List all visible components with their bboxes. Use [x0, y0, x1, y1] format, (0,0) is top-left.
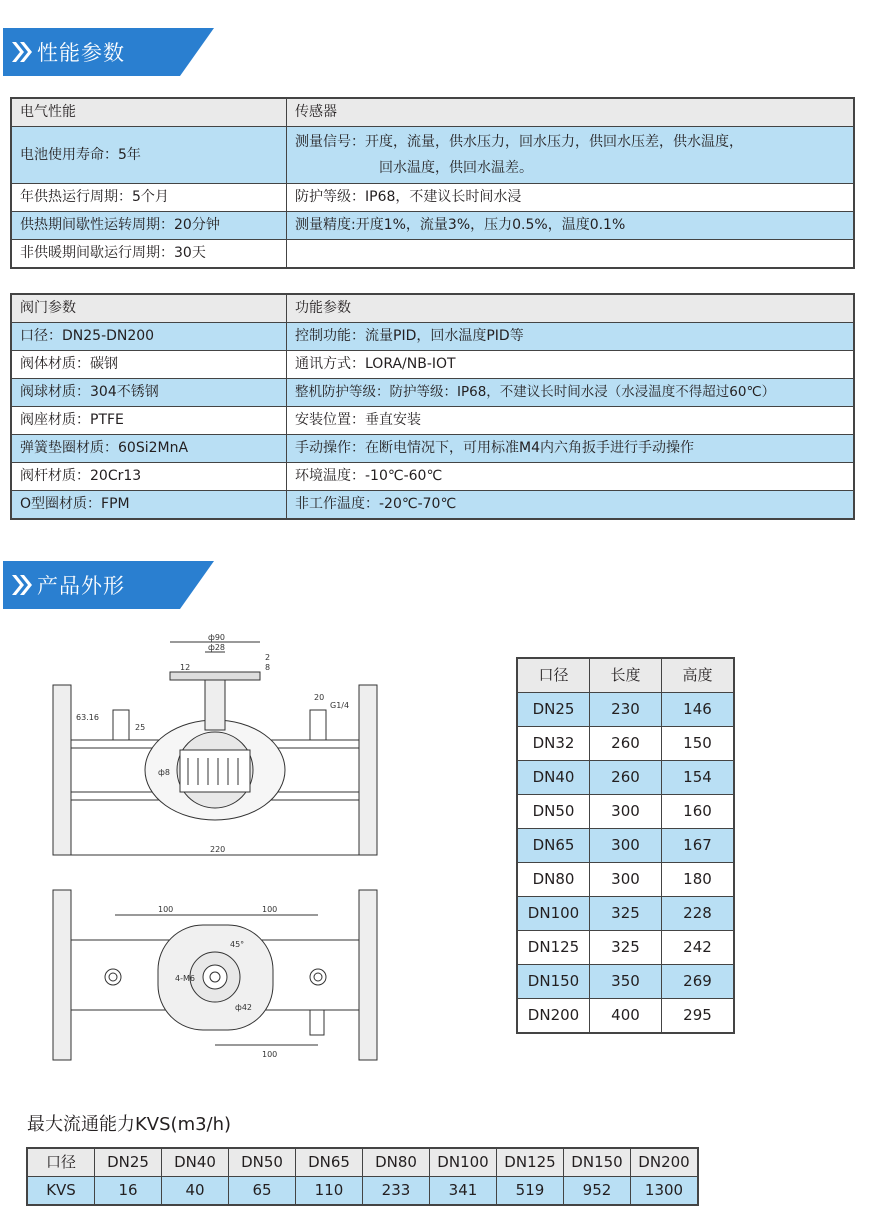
table-cell: 325 [590, 931, 662, 965]
header-cell: DN80 [363, 1148, 430, 1177]
table-cell: DN125 [517, 931, 590, 965]
table-cell: DN150 [517, 965, 590, 999]
drawing-label: 100 [262, 1050, 278, 1059]
table-cell: 269 [662, 965, 735, 999]
table-cell: 350 [590, 965, 662, 999]
table-cell: 阀球材质：304不锈钢 [11, 379, 287, 407]
kvs-table [26, 1147, 699, 1206]
table-cell: 167 [662, 829, 735, 863]
table-cell: 安装位置：垂直安装 [287, 407, 855, 435]
table-cell: 180 [662, 863, 735, 897]
table-cell-line: 测量信号：开度，流量，供水压力，回水压力，供回水压差，供水温度， [295, 134, 743, 150]
table-cell: 65 [229, 1177, 296, 1206]
table-cell: 160 [662, 795, 735, 829]
header-cell: DN100 [430, 1148, 497, 1177]
table-cell: DN25 [517, 693, 590, 727]
header-cell: 口径 [517, 658, 590, 693]
table-cell: 年供热运行周期：5个月 [11, 184, 287, 212]
table-cell: 通讯方式：LORA/NB-IOT [287, 351, 855, 379]
table-cell [287, 127, 855, 184]
valve-top-drawing [40, 885, 390, 1070]
table-cell: 300 [590, 829, 662, 863]
table-cell: 控制功能：流量PID，回水温度PID等 [287, 323, 855, 351]
drawing-label: G1/4 [330, 701, 350, 710]
table-row [11, 463, 854, 491]
header-cell: 电气性能 [11, 98, 287, 127]
table-cell: 供热期间歇性运转周期：20分钟 [11, 212, 287, 240]
valve-section-drawing [40, 630, 390, 865]
drawing-label: 220 [210, 845, 226, 854]
header-cell: DN65 [296, 1148, 363, 1177]
drawing-label: ф42 [235, 1003, 253, 1012]
table-header-row [11, 294, 854, 323]
table-row [11, 435, 854, 463]
drawing-label: 8 [265, 663, 271, 672]
table-cell: 150 [662, 727, 735, 761]
table-row [517, 897, 734, 931]
table-cell: 300 [590, 795, 662, 829]
table-row [517, 761, 734, 795]
electrical-table [10, 97, 855, 269]
header-cell: 传感器 [287, 98, 855, 127]
table-row [517, 863, 734, 897]
table-cell: 325 [590, 897, 662, 931]
table-row [11, 184, 854, 212]
drawing-label: 45° [230, 940, 245, 949]
table-cell: 弹簧垫圈材质：60Si2MnA [11, 435, 287, 463]
drawing-label: 12 [180, 663, 191, 672]
header-cell: DN200 [631, 1148, 699, 1177]
header-cell: DN25 [95, 1148, 162, 1177]
header-cell: DN150 [564, 1148, 631, 1177]
table-row [517, 693, 734, 727]
table-cell: 防护等级：IP68，不建议长时间水浸 [287, 184, 855, 212]
table-row [11, 240, 854, 269]
header-cell: 阀门参数 [11, 294, 287, 323]
table-cell: DN200 [517, 999, 590, 1034]
table-row [11, 407, 854, 435]
table-cell: 400 [590, 999, 662, 1034]
table-header-row [517, 658, 734, 693]
drawing-label: ф90 [208, 633, 226, 642]
section-title: 产品外形 [37, 574, 125, 598]
table-row [517, 829, 734, 863]
table-cell: 手动操作：在断电情况下，可用标准M4内六角扳手进行手动操作 [287, 435, 855, 463]
dimensions-table [516, 657, 735, 1034]
table-row [11, 323, 854, 351]
table-cell: 952 [564, 1177, 631, 1206]
section-banner-performance [3, 28, 214, 76]
header-cell: 功能参数 [287, 294, 855, 323]
kvs-title: 最大流通能力KVS(m3/h) [27, 1114, 232, 1135]
header-cell: DN125 [497, 1148, 564, 1177]
table-cell: 154 [662, 761, 735, 795]
table-cell: 阀座材质：PTFE [11, 407, 287, 435]
table-row [517, 795, 734, 829]
table-cell: 整机防护等级：防护等级：IP68，不建议长时间水浸（水浸温度不得超过60℃） [287, 379, 855, 407]
header-cell: DN40 [162, 1148, 229, 1177]
table-cell: 非工作温度：-20℃-70℃ [287, 491, 855, 520]
drawing-label: 20 [314, 693, 325, 702]
table-cell: 阀体材质：碳钢 [11, 351, 287, 379]
table-cell: DN65 [517, 829, 590, 863]
table-cell: KVS [27, 1177, 95, 1206]
header-cell: 长度 [590, 658, 662, 693]
drawing-label: 100 [262, 905, 278, 914]
table-cell: DN50 [517, 795, 590, 829]
table-row [11, 212, 854, 240]
drawing-label: 100 [158, 905, 174, 914]
table-row [11, 127, 854, 184]
table-cell: 16 [95, 1177, 162, 1206]
table-cell: 228 [662, 897, 735, 931]
table-cell: DN40 [517, 761, 590, 795]
table-cell [287, 240, 855, 269]
table-row [11, 491, 854, 520]
table-cell: 260 [590, 727, 662, 761]
table-row [517, 931, 734, 965]
drawing-label: 2 [265, 653, 271, 662]
table-row [11, 351, 854, 379]
drawing-label: ф28 [208, 643, 226, 652]
table-row [517, 965, 734, 999]
table-row [27, 1177, 698, 1206]
table-row [11, 379, 854, 407]
table-cell: 口径：DN25-DN200 [11, 323, 287, 351]
table-cell: 233 [363, 1177, 430, 1206]
valve-table [10, 293, 855, 520]
table-cell-line: 回水温度，供回水温差。 [379, 160, 533, 176]
table-cell: O型圈材质：FPM [11, 491, 287, 520]
table-row [517, 999, 734, 1034]
table-cell: 300 [590, 863, 662, 897]
header-cell: 高度 [662, 658, 735, 693]
table-cell: 260 [590, 761, 662, 795]
drawing-label: 63.16 [76, 713, 99, 722]
table-header-row [27, 1148, 698, 1177]
header-cell: 口径 [27, 1148, 95, 1177]
table-cell: 非供暖期间歇运行周期：30天 [11, 240, 287, 269]
table-cell: 146 [662, 693, 735, 727]
section-banner-appearance [3, 561, 214, 609]
table-cell: 230 [590, 693, 662, 727]
header-cell: DN50 [229, 1148, 296, 1177]
table-cell: 电池使用寿命：5年 [11, 127, 287, 184]
table-cell: 519 [497, 1177, 564, 1206]
table-cell: 阀杆材质：20Cr13 [11, 463, 287, 491]
table-cell: DN100 [517, 897, 590, 931]
drawing-label: 4-M6 [175, 974, 195, 983]
table-cell: 242 [662, 931, 735, 965]
table-cell: 295 [662, 999, 735, 1034]
section-title: 性能参数 [37, 41, 125, 65]
table-cell: 110 [296, 1177, 363, 1206]
table-header-row [11, 98, 854, 127]
drawing-label: 25 [135, 723, 146, 732]
drawing-label: ф8 [158, 768, 170, 777]
table-cell: DN80 [517, 863, 590, 897]
table-cell: 40 [162, 1177, 229, 1206]
table-cell: 测量精度:开度1%，流量3%，压力0.5%，温度0.1% [287, 212, 855, 240]
table-cell: 341 [430, 1177, 497, 1206]
table-row [517, 727, 734, 761]
table-cell: DN32 [517, 727, 590, 761]
table-cell: 1300 [631, 1177, 699, 1206]
table-cell: 环境温度：-10℃-60℃ [287, 463, 855, 491]
